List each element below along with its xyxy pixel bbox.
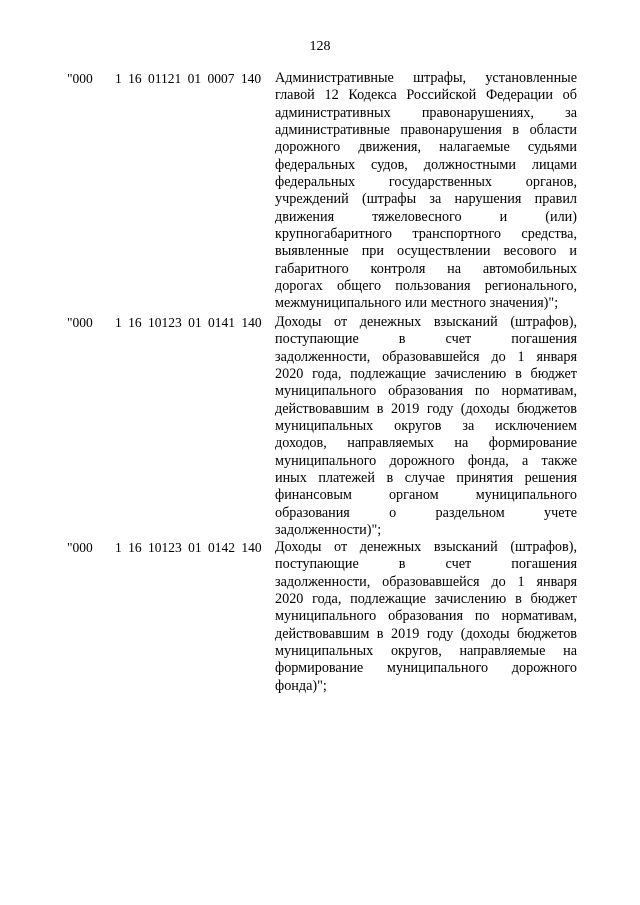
description-line: административные правонарушения в области <box>275 122 577 139</box>
description-line: федеральных судов, должностными лицами <box>275 156 577 173</box>
description-line: Административные штрафы, установленные <box>275 70 577 86</box>
description-line: образования о раздельном учете <box>275 504 577 521</box>
description-line: поступающие в счет погашения <box>275 556 577 573</box>
description-line: формирование муниципального дорожного <box>275 660 577 677</box>
code-value: 1 16 10123 01 0141 140 <box>115 315 262 330</box>
description-line: дорожного движения, налагаемые судьями <box>275 139 577 156</box>
description-line: габаритного контроля на автомобильных <box>275 260 577 277</box>
description-line: поступающие в счет погашения <box>275 331 577 348</box>
description-line: Доходы от денежных взысканий (штрафов), <box>275 539 577 555</box>
description-line: 2020 года, подлежащие зачислению в бюджет <box>275 591 577 608</box>
description-line: учреждений (штрафы за нарушения правил <box>275 191 577 208</box>
description-line: 2020 года, подлежащие зачислению в бюджет <box>275 366 577 383</box>
description-line: задолженности, образовавшейся до 1 января <box>275 573 577 590</box>
description-line: дорогах общего пользования регионального, <box>275 278 577 295</box>
description-line: доходов, направляемых на формирование <box>275 435 577 452</box>
description-line: межмуниципального или местного значения)"; <box>275 295 559 312</box>
description-line: действовавшим в 2019 году (доходы бюджетов <box>275 400 577 417</box>
description-line: Доходы от денежных взысканий (штрафов), <box>275 314 577 330</box>
code-prefix: "000 <box>67 315 93 330</box>
code-value: 1 16 01121 01 0007 140 <box>115 71 262 86</box>
description-line: задолженности, образовавшейся до 1 января <box>275 348 577 365</box>
description-line: действовавшим в 2019 году (доходы бюджетов <box>275 625 577 642</box>
description-line: главой 12 Кодекса Российской Федерации об <box>275 87 577 104</box>
code-prefix: "000 <box>67 71 93 86</box>
description-line: административных правонарушениях, за <box>275 104 577 121</box>
page-number: 128 <box>309 39 331 54</box>
description-line: задолженности)"; <box>275 522 382 539</box>
description-line: иных платежей в случае принятия решения <box>275 470 577 487</box>
entry-description <box>275 314 577 539</box>
description-line: федеральных государственных органов, <box>275 174 577 191</box>
budget-code <box>67 539 262 556</box>
code-prefix: "000 <box>67 540 93 555</box>
description-line: муниципального дорожного фонда, а также <box>275 452 577 469</box>
description-line: муниципальных округов за исключением <box>275 418 577 435</box>
description-line: крупногабаритного транспортного средства, <box>275 226 577 243</box>
description-line: муниципального образования по нормативам, <box>275 383 577 400</box>
description-line: муниципального образования по нормативам, <box>275 608 577 625</box>
budget-code <box>67 70 261 87</box>
description-line: фонда)"; <box>275 677 327 694</box>
description-line: движения тяжеловесного и (или) <box>275 208 577 225</box>
entry-description <box>275 539 577 695</box>
code-value: 1 16 10123 01 0142 140 <box>115 540 262 555</box>
description-line: финансовым органом муниципального <box>275 487 577 504</box>
description-line: выявленные при осуществлении весового и <box>275 243 577 260</box>
description-line: муниципальных округов, направляемые на <box>275 643 577 660</box>
entry-description <box>275 70 577 313</box>
budget-code <box>67 314 262 331</box>
